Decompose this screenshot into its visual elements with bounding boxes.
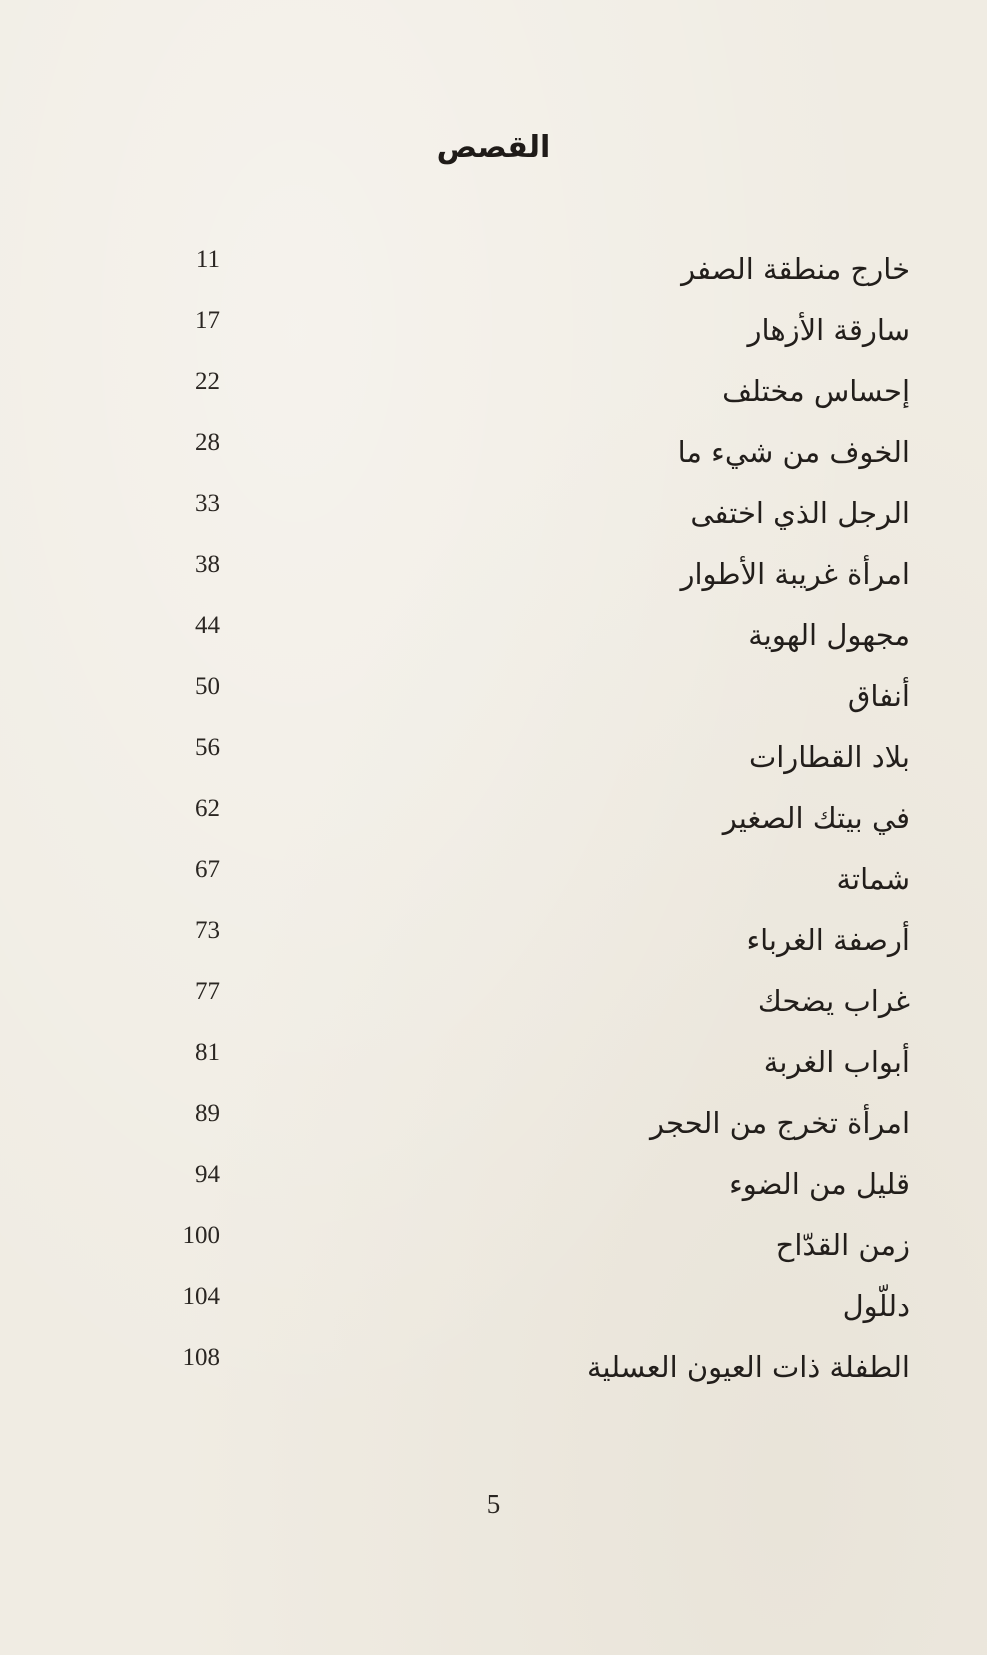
toc-row <box>150 856 910 921</box>
toc-entry-page: 89 <box>195 1100 220 1127</box>
toc-entry-page: 104 <box>182 1283 220 1310</box>
toc-row <box>150 1283 910 1348</box>
toc-entry-page: 73 <box>195 917 220 944</box>
toc-entry-title: أنفاق <box>847 679 910 713</box>
toc-entry-page: 67 <box>195 856 220 883</box>
toc-entry-title: زمن القدّاح <box>775 1228 910 1262</box>
toc-entry-title: امرأة غريبة الأطوار <box>680 557 910 591</box>
toc-entry-page: 44 <box>195 612 220 639</box>
toc-entry-title: امرأة تخرج من الحجر <box>650 1106 910 1140</box>
toc-entry-title: أبواب الغربة <box>763 1045 910 1079</box>
toc-entry-page: 38 <box>195 551 220 578</box>
toc-entry-title: الخوف من شيء ما <box>677 435 910 469</box>
toc-row <box>150 1100 910 1165</box>
toc-row <box>150 1161 910 1226</box>
toc-entry-page: 22 <box>195 368 220 395</box>
toc-row <box>150 978 910 1043</box>
toc-entry-page: 62 <box>195 795 220 822</box>
toc-entry-title: مجهول الهوية <box>748 618 910 652</box>
toc-entry-title: إحساس مختلف <box>722 374 910 408</box>
toc-row <box>150 1344 910 1409</box>
toc-entry-page: 94 <box>195 1161 220 1188</box>
toc-row <box>150 246 910 311</box>
toc-entry-page: 50 <box>195 673 220 700</box>
toc-entry-page: 56 <box>195 734 220 761</box>
toc-row <box>150 612 910 677</box>
toc-entry-title: دللّول <box>842 1289 910 1323</box>
toc-row <box>150 429 910 494</box>
toc-entry-page: 77 <box>195 978 220 1005</box>
toc-row <box>150 1039 910 1104</box>
toc-entry-title: سارقة الأزهار <box>747 313 910 347</box>
toc-row <box>150 368 910 433</box>
toc-entry-title: غراب يضحك <box>757 984 910 1018</box>
toc-entry-title: قليل من الضوء <box>729 1167 910 1201</box>
toc-entry-title: شماتة <box>836 862 910 896</box>
toc-entry-page: 100 <box>182 1222 220 1249</box>
toc-entry-page: 33 <box>195 490 220 517</box>
toc-entry-page: 28 <box>195 429 220 456</box>
toc-entry-page: 81 <box>195 1039 220 1066</box>
toc-entry-page: 17 <box>195 307 220 334</box>
toc-row <box>150 673 910 738</box>
toc-row <box>150 490 910 555</box>
toc-row <box>150 917 910 982</box>
toc-entry-title: الرجل الذي اختفى <box>690 496 910 530</box>
page-number: 5 <box>486 1489 501 1519</box>
toc-entry-title: أرصفة الغرباء <box>746 923 910 957</box>
toc-row <box>150 307 910 372</box>
toc-entry-title: الطفلة ذات العيون العسلية <box>587 1350 910 1384</box>
toc-entry-title: خارج منطقة الصفر <box>681 252 910 286</box>
toc-row <box>150 1222 910 1287</box>
toc-entry-page: 108 <box>182 1344 220 1371</box>
page-title: القصص <box>436 130 551 165</box>
toc-entry-page: 11 <box>195 246 220 273</box>
toc-row <box>150 551 910 616</box>
toc-entry-title: في بيتك الصغير <box>722 801 910 835</box>
table-of-contents <box>150 246 910 1409</box>
toc-entry-title: بلاد القطارات <box>748 740 910 774</box>
toc-row <box>150 795 910 860</box>
toc-row <box>150 734 910 799</box>
